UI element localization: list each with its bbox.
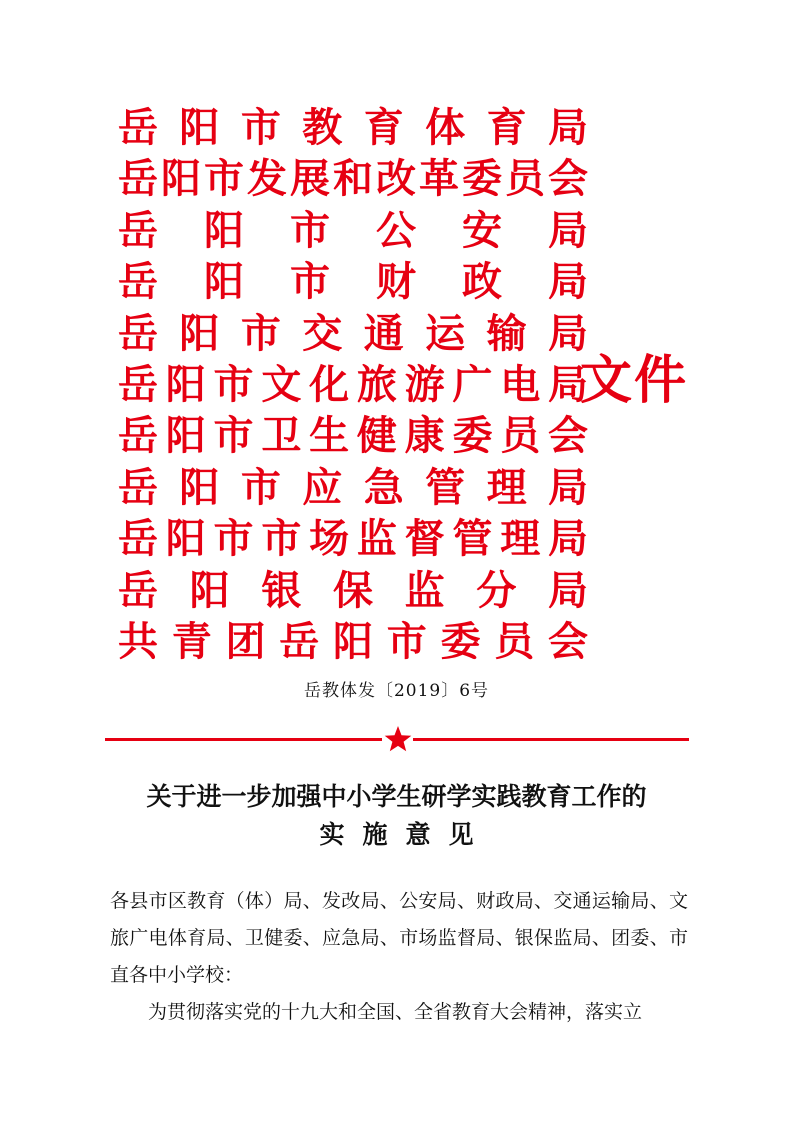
issuer-line: 岳阳市应急管理局 — [118, 463, 588, 511]
title-line-2: 实施意见 — [319, 820, 492, 849]
document-body — [110, 883, 688, 1031]
issuer-line: 岳阳市教育体育局 — [118, 104, 588, 151]
issuer-line: 岳阳市卫生健康委员会 — [118, 412, 588, 460]
red-star-icon — [383, 724, 413, 754]
title-line-1: 关于进一步加强中小学生研学实践教育工作的 — [146, 782, 647, 811]
red-separator-right — [413, 738, 689, 741]
issuing-authorities — [118, 102, 588, 667]
document-label: 文件 — [580, 350, 689, 411]
issuer-line: 岳阳银保监分局 — [118, 566, 588, 614]
issuer-line: 岳阳市公安局 — [118, 206, 588, 254]
issuer-line: 共青团岳阳市委员会 — [118, 617, 588, 665]
issuer-line: 岳阳市市场监督管理局 — [118, 515, 588, 563]
document-number: 岳教体发〔2019〕6号 — [303, 681, 490, 701]
document-title — [0, 778, 793, 854]
issuer-line: 岳阳市发展和改革委员会 — [118, 155, 588, 203]
issuer-line: 岳阳市交通运输局 — [118, 309, 588, 357]
addressee: 各县市区教育（体）局、发改局、公安局、财政局、交通运输局、文旅广电体育局、卫健委、应急局、市场监督局、银保监局、团委、市直各中小学校： — [110, 890, 688, 986]
issuer-line: 岳阳市文化旅游广电局 — [118, 360, 588, 408]
red-separator-left — [105, 738, 382, 741]
body-paragraph: 为贯彻落实党的十九大和全国、全省教育大会精神，落实立 — [148, 1001, 643, 1023]
issuer-line: 岳阳市财政局 — [118, 258, 588, 306]
